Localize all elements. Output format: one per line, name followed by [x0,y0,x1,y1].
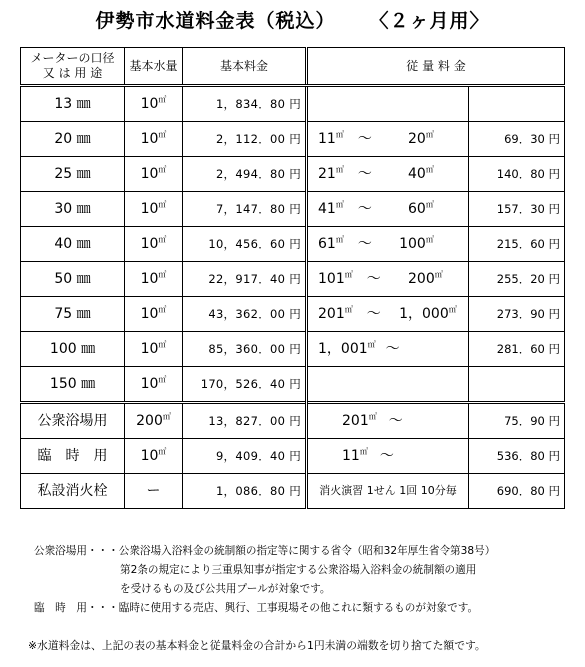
range-from: 11 [342,448,360,464]
usage-type: 私設消火栓 [21,474,125,509]
table-header [21,48,565,86]
unit-m3: ㎥ [158,270,167,279]
note-temp-text: 臨時に使用する売店、興行、工事現場その他これに類するものが対象です。 [118,602,479,614]
range-to: 200 [408,271,435,287]
usage-price: 69．30 円 [469,122,565,157]
title-main: 伊勢市水道料金表（税込） [95,10,336,32]
unit-m3: ㎥ [158,95,167,104]
unit-m3: ㎥ [359,447,368,456]
unit-m3: ㎥ [448,305,457,314]
basic-volume [125,297,183,332]
unit-m3: ㎥ [344,270,353,279]
basic-fee: 1，086．80 円 [183,474,307,509]
usage-range [307,297,469,332]
basic-volume [125,439,183,474]
volume-value: 10 [140,448,159,464]
meter-size: 30 ㎜ [21,192,125,227]
water-rate-table [20,47,565,509]
unit-m3: ㎥ [335,130,344,139]
note-bath-label: 公衆浴場用・・・ [34,545,119,557]
unit-m3: ㎥ [158,305,167,314]
unit-m3: ㎥ [425,235,434,244]
usage-range [307,262,469,297]
unit-m3: ㎥ [335,200,344,209]
basic-volume: ー [125,474,183,509]
meter-size: 20 ㎜ [21,122,125,157]
basic-fee: 43，362．00 円 [183,297,307,332]
volume-value: 200 [136,413,163,429]
basic-volume [125,157,183,192]
basic-volume [125,192,183,227]
meter-size: 50 ㎜ [21,262,125,297]
header-basic-fee: 基本料金 [183,48,307,86]
range-to: 40 [408,166,426,182]
range-from: 41 [318,201,336,217]
basic-fee: 2，494．80 円 [183,157,307,192]
volume-value: 10 [140,96,159,112]
unit-m3: ㎥ [158,165,167,174]
usage-type: 臨 時 用 [21,439,125,474]
usage-range-empty [307,367,469,403]
range-tilde: ～ [366,271,381,287]
usage-price: 690．80 円 [469,474,565,509]
usage-price: 75．90 円 [469,403,565,439]
table-row [21,86,565,122]
range-to: 100 [399,236,426,252]
special-row [21,439,565,474]
volume-value: 10 [140,341,159,357]
unit-m3: ㎥ [425,200,434,209]
table-row [21,192,565,227]
table-row [21,122,565,157]
basic-fee: 22，917．40 円 [183,262,307,297]
note-bath-text2: 第2条の規定により三重県知事が指定する公衆浴場入浴料金の統制額の適用 [120,564,477,576]
unit-m3: ㎥ [158,130,167,139]
range-from: 21 [318,166,336,182]
usage-range [307,192,469,227]
basic-fee: 170，526．40 円 [183,367,307,403]
range-tilde: ～ [379,448,394,464]
header-meter: メーターの口径 又 は 用 途 [21,48,125,86]
meter-size: 150 ㎜ [21,367,125,403]
unit-m3: ㎥ [425,130,434,139]
page-title [0,6,585,33]
basic-volume [125,332,183,367]
basic-volume [125,86,183,122]
usage-range [307,122,469,157]
basic-fee: 85，360．00 円 [183,332,307,367]
table-row [21,227,565,262]
unit-m3: ㎥ [425,165,434,174]
usage-price-empty [469,367,565,403]
note-bath-text3: を受けるもの及び公共用プールが対象です。 [120,583,331,595]
meter-size: 100 ㎜ [21,332,125,367]
header-basic-volume: 基本水量 [125,48,183,86]
note-temp-label: 臨 時 用・・・ [34,602,119,614]
basic-fee: 1，834．80 円 [183,86,307,122]
range-tilde: ～ [385,341,400,357]
special-row [21,403,565,439]
volume-value: 10 [140,306,159,322]
table-row [21,262,565,297]
usage-note: 消火演習 1せん 1回 10分毎 [307,474,469,509]
range-to: 60 [408,201,426,217]
footer-note: ※水道料金は、上記の表の基本料金と従量料金の合計から1円未満の端数を切り捨てた額です。 [28,639,486,652]
usage-range [307,227,469,262]
range-from: 11 [318,131,336,147]
unit-m3: ㎥ [335,165,344,174]
usage-price: 273．90 円 [469,297,565,332]
range-from: 201 [342,413,369,429]
usage-price: 140．80 円 [469,157,565,192]
basic-volume [125,403,183,439]
unit-m3: ㎥ [162,412,171,421]
basic-fee: 9，409．40 円 [183,439,307,474]
usage-price: 536．80 円 [469,439,565,474]
meter-size: 25 ㎜ [21,157,125,192]
unit-m3: ㎥ [344,305,353,314]
usage-range [307,332,469,367]
meter-size: 75 ㎜ [21,297,125,332]
usage-price: 157．30 円 [469,192,565,227]
usage-price: 255．20 円 [469,262,565,297]
volume-value: 10 [140,236,159,252]
unit-m3: ㎥ [158,447,167,456]
title-sub: 〈２ヶ月用〉 [369,10,490,32]
usage-price: 215．60 円 [469,227,565,262]
usage-type: 公衆浴場用 [21,403,125,439]
usage-price: 281．60 円 [469,332,565,367]
range-from: 101 [318,271,345,287]
unit-m3: ㎥ [158,200,167,209]
unit-m3: ㎥ [158,340,167,349]
meter-size: 40 ㎜ [21,227,125,262]
basic-fee: 7，147．80 円 [183,192,307,227]
range-tilde: ～ [357,201,372,217]
header-usage-fee: 従 量 料 金 [307,48,565,86]
volume-value: 10 [140,271,159,287]
usage-range [307,403,469,439]
basic-volume [125,227,183,262]
unit-m3: ㎥ [368,412,377,421]
range-tilde: ～ [388,413,403,429]
note-bath-text1: 公衆浴場入浴料金の統制額の指定等に関する省令（昭和32年厚生省令第38号） [118,545,496,557]
range-tilde: ～ [366,306,381,322]
volume-value: 10 [140,131,159,147]
volume-value: 10 [140,166,159,182]
meter-size: 13 ㎜ [21,86,125,122]
basic-volume [125,262,183,297]
range-to: 20 [408,131,426,147]
range-to: 1，000 [399,306,449,322]
range-from: 1，001 [318,341,368,357]
range-from: 201 [318,306,345,322]
usage-range-empty [307,86,469,122]
notes [34,542,574,618]
basic-volume [125,367,183,403]
volume-value: 10 [140,201,159,217]
usage-range [307,439,469,474]
usage-range [307,157,469,192]
range-tilde: ～ [357,166,372,182]
unit-m3: ㎥ [335,235,344,244]
volume-value: 10 [140,376,159,392]
basic-fee: 2，112．00 円 [183,122,307,157]
range-from: 61 [318,236,336,252]
usage-price-empty [469,86,565,122]
range-tilde: ～ [357,236,372,252]
unit-m3: ㎥ [158,375,167,384]
table-row [21,297,565,332]
basic-fee: 10，456．60 円 [183,227,307,262]
table-row [21,332,565,367]
table-row [21,157,565,192]
special-row [21,474,565,509]
unit-m3: ㎥ [434,270,443,279]
unit-m3: ㎥ [158,235,167,244]
basic-volume [125,122,183,157]
basic-fee: 13，827．00 円 [183,403,307,439]
unit-m3: ㎥ [367,340,376,349]
range-tilde: ～ [357,131,372,147]
table-row [21,367,565,403]
